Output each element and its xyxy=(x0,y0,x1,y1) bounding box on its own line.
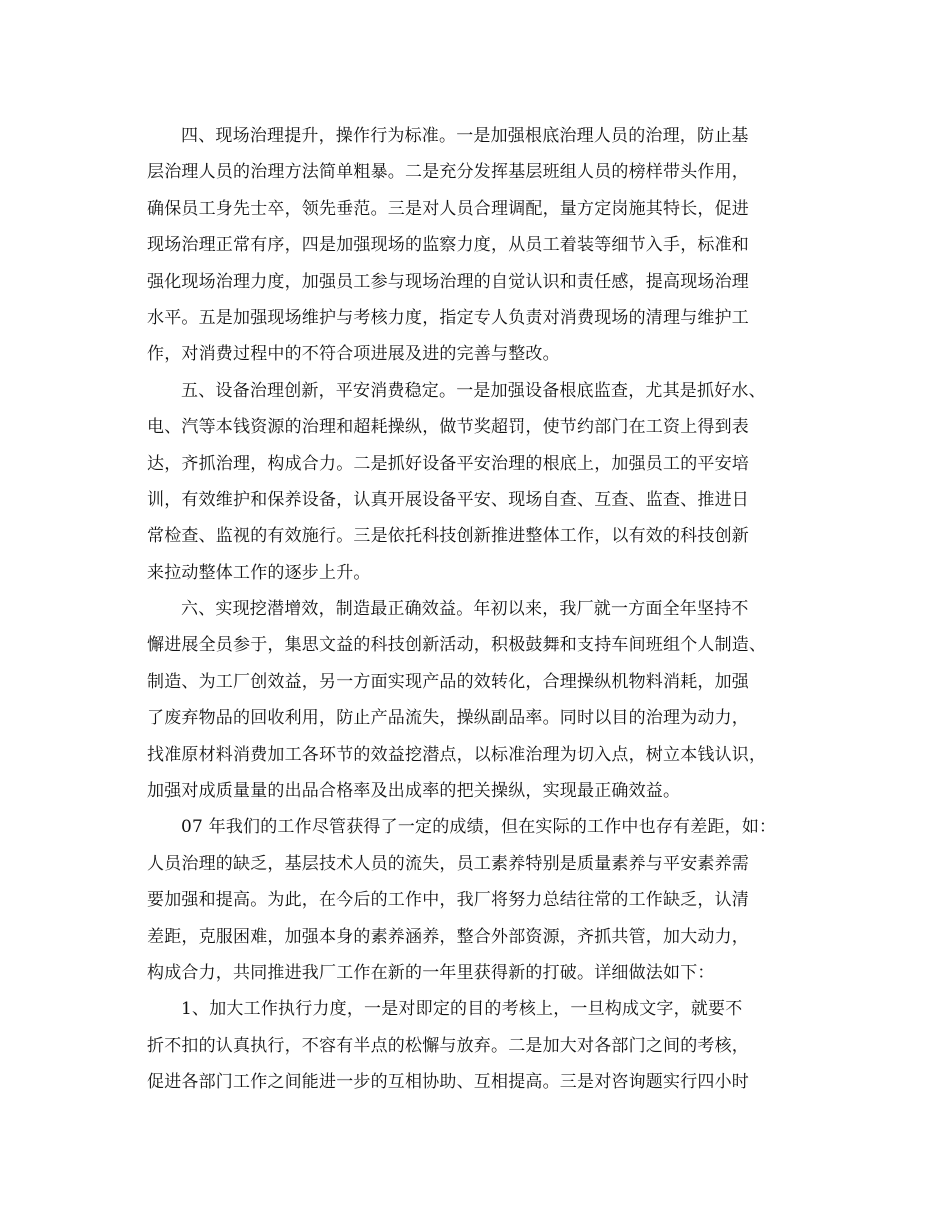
paragraph-5-line-1: 五、设备治理创新，平安消费稳定。一是加强设备根底监查，尤其是抓好水、 xyxy=(181,380,766,401)
summary-paragraph-line-3: 要加强和提高。为此，在今后的工作中，我厂将努力总结往常的工作缺乏，认清 xyxy=(147,890,749,911)
paragraph-6-line-2: 懈进展全员参于，集思文益的科技创新活动，积极鼓舞和支持车间班组个人制造、 xyxy=(147,635,767,656)
body-text xyxy=(147,118,810,1101)
paragraph-5-line-2: 电、汽等本钱资源的治理和超耗操纵，做节奖超罚，使节约部门在工资上得到表 xyxy=(147,417,749,438)
paragraph-4-line-1: 四、现场治理提升，操作行为标准。一是加强根底治理人员的治理，防止基 xyxy=(181,126,749,146)
summary-paragraph-line-2: 人员治理的缺乏，基层技术人员的流失，员工素养特别是质量素养与平安素养需 xyxy=(147,853,749,874)
paragraph-5-line-6: 来拉动整体工作的逐步上升。 xyxy=(147,562,371,583)
summary-paragraph-line-4: 差距，克服困难，加强本身的素养涵养，整合外部资源，齐抓共管，加大动力， xyxy=(147,926,749,947)
item-1-line-3: 促进各部门工作之间能进一步的互相协助、互相提高。三是对咨询题实行四小时 xyxy=(147,1072,749,1093)
summary-paragraph-line-5: 构成合力，共同推进我厂工作在新的一年里获得新的打破。详细做法如下： xyxy=(147,962,715,983)
paragraph-4-line-2: 层治理人员的治理方法简单粗暴。二是充分发挥基层班组人员的榜样带头作用， xyxy=(147,162,749,183)
item-1-line-2: 折不扣的认真执行，不容有半点的松懈与放弃。二是加大对各部门之间的考核， xyxy=(147,1035,749,1056)
paragraph-4-line-4: 现场治理正常有序，四是加强现场的监察力度，从员工着装等细节入手，标准和 xyxy=(147,235,749,256)
summary-paragraph-line-1: 07 年我们的工作尽管获得了一定的成绩，但在实际的工作中也存有差距，如： xyxy=(181,817,777,838)
paragraph-5-line-4: 训，有效维护和保养设备，认真开展设备平安、现场自查、互查、监查、推进日 xyxy=(147,489,749,510)
paragraph-6-line-3: 制造、为工厂创效益，另一方面实现产品的效转化，合理操纵机物料消耗，加强 xyxy=(147,671,749,692)
paragraph-4-line-3: 确保员工身先士卒，领先垂范。三是对人员合理调配，量方定岗施其特长，促进 xyxy=(147,198,749,219)
paragraph-4-line-5: 强化现场治理力度，加强员工参与现场治理的自觉认识和责任感，提高现场治理 xyxy=(147,271,749,292)
paragraph-6-line-6: 加强对成质量量的出品合格率及出成率的把关操纵，实现最正确效益。 xyxy=(147,781,681,802)
item-1-line-1: 1、加大工作执行力度，一是对即定的目的考核上，一旦构成文字，就要不 xyxy=(181,999,743,1020)
paragraph-4-line-7: 作，对消费过程中的不符合项进展及进的完善与整改。 xyxy=(147,344,560,365)
paragraph-5-line-5: 常检查、监视的有效施行。三是依托科技创新推进整体工作，以有效的科技创新 xyxy=(147,526,749,547)
paragraph-6-line-5: 找准原材料消费加工各环节的效益挖潜点，以标准治理为切入点，树立本钱认识， xyxy=(147,744,767,765)
paragraph-6-line-4: 了废弃物品的回收利用，防止产品流失，操纵副品率。同时以目的治理为动力， xyxy=(147,708,749,729)
paragraph-4-line-6: 水平。五是加强现场维护与考核力度，指定专人负责对消费现场的清理与维护工 xyxy=(147,307,749,328)
paragraph-5-line-3: 达，齐抓治理，构成合力。二是抓好设备平安治理的根底上，加强员工的平安培 xyxy=(147,453,749,474)
paragraph-6-line-1: 六、实现挖潜增效，制造最正确效益。年初以来，我厂就一方面全年坚持不 xyxy=(181,599,749,620)
